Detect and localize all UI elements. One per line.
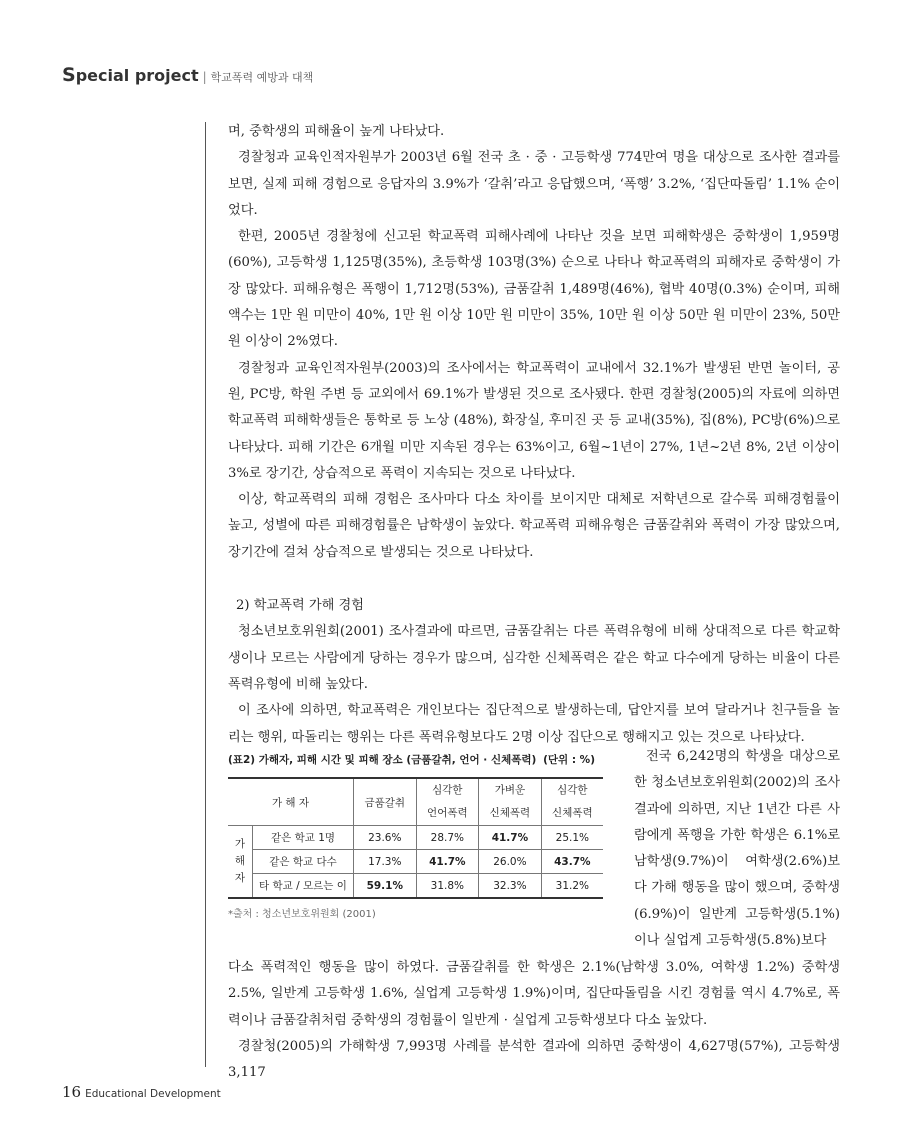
paragraph: 한편, 2005년 경찰청에 신고된 학교폭력 피해사례에 나타난 것을 보면 피해학생은 중학생이 1,959명(60%), 고등학생 1,125명(35%), 초등학생 103명(3%) 순으로 나타나 학교폭력의 피해자로 중학생이 가장 많았다. 피해유형은 폭행이 1,712명(53%), 금품갈취 1,489명(46%), 협박 40명(0.3%) 순이며, 피해 액수는 1만 원 미만이 40%, 1만 원 이상 10만 원 미만이 35%, 10만 원 이상 50만 원 미만이 23%, 50만 원 이상이 2%였다. <box>228 229 840 350</box>
paragraph: 이상, 학교폭력의 피해 경험은 조사마다 다소 차이를 보이지만 대체로 저학년으로 갈수록 피해경험률이 높고, 성별에 따른 피해경험률은 남학생이 높았다. 학교폭력 피해유형은 금품갈취와 폭력이 가장 많았으며, 장기간에 걸쳐 상습적으로 발생되는 것으로 나타났다. <box>228 492 840 560</box>
table-cell: 31.2% <box>541 874 603 899</box>
table-title: (표2) 가해자, 피해 시간 및 피해 장소 (금품갈취, 언어 · 신체폭력) <box>228 754 537 766</box>
table-row <box>228 850 603 874</box>
table-unit: (단위 : %) <box>543 754 595 766</box>
data-table <box>228 777 603 899</box>
paragraph: 다소 폭력적인 행동을 많이 하였다. 금품갈취를 한 학생은 2.1%(남학생 3.0%, 여학생 1.2%) 중학생 2.5%, 일반계 고등학생 1.6%, 실업계 고등학생 1.9%)이며, 집단따돌림을 시킨 경험률 역시 4.7%로, 폭력이나 금품갈취처럼 중학생의 경험률이 일반계 · 실업계 고등학생보다 다소 높았다. <box>228 960 840 1028</box>
table-cell: 25.1% <box>541 826 603 850</box>
row-label: 같은 학교 1명 <box>253 826 354 850</box>
table-cell: 41.7% <box>479 826 542 850</box>
header-separator: | <box>202 70 207 84</box>
paragraph: 청소년보호위원회(2001) 조사결과에 따르면, 금품갈취는 다른 폭력유형에 비해 상대적으로 다른 학교학생이나 모르는 사람에게 당하는 경우가 많으며, 심각한 신체폭력은 같은 학교 다수에게 당하는 비율이 다른 폭력유형에 비해 높았다. <box>228 624 840 692</box>
table-cell: 32.3% <box>479 874 542 899</box>
table-cell: 17.3% <box>354 850 417 874</box>
paragraph: 경찰청(2005)의 가해학생 7,993명 사례를 분석한 결과에 의하면 중학생이 4,627명(57%), 고등학생 3,117 <box>228 1038 840 1081</box>
table-cell: 28.7% <box>416 826 479 850</box>
column-header: 심각한 언어폭력 <box>416 778 479 826</box>
table-block <box>228 752 603 920</box>
table-cell: 23.6% <box>354 826 417 850</box>
table-source: *출처 : 청소년보호위원회 (2001) <box>228 909 376 920</box>
running-header <box>62 64 313 86</box>
table-cell: 59.1% <box>354 874 417 899</box>
paragraph: 경찰청과 교육인적자원부(2003)의 조사에서는 학교폭력이 교내에서 32.1%가 발생된 반면 놀이터, 공원, PC방, 학원 주변 등 교외에서 69.1%가 발생된 것으로 조사됐다. 한편 경찰청(2005)의 자료에 의하면 학교폭력 피해학생들은 통학로 등 노상 (48%), 화장실, 후미진 곳 등 교내(35%), 집(8%), PC방(6%)으로 나타났다. 피해 기간은 6개월 미만 지속된 경우는 63%이고, 6월~1년이 27%, 1년~2년 8%, 2년 이상이 3%로 장기간, 상습적으로 폭력이 지속되는 것으로 나타났다. <box>228 360 840 481</box>
section-subheading: 2) 학교폭력 가해 경험 <box>236 598 365 614</box>
paragraph: 경찰청과 교육인적자원부가 2003년 6월 전국 초 · 중 · 고등학생 774만여 명을 대상으로 조사한 결과를 보면, 실제 피해 경험으로 응답자의 3.9%가 ‘갈취’라고 응답했으며, ‘폭행’ 3.2%, ‘집단따돌림’ 1.1% 순이었다. <box>228 150 840 218</box>
row-label: 타 학교 / 모르는 이 <box>253 874 354 899</box>
margin-rule <box>205 122 206 1067</box>
table-cell: 31.8% <box>416 874 479 899</box>
column-header: 가벼운 신체폭력 <box>479 778 542 826</box>
side-paragraph: 전국 6,242명의 학생을 대상으로 한 청소년보호위원회(2002)의 조사결과에 의하면, 지난 1년간 다른 사람에게 폭행을 가한 학생은 6.1%로 남학생(9.7%)이 여학생(2.6%)보다 가해 행동을 많이 했으며, 중학생(6.9%)이 일반계 고등학생(5.1%)이나 실업계 고등학생(5.8%)보다 <box>634 749 840 949</box>
table-caption <box>228 752 603 767</box>
table-cell: 26.0% <box>479 850 542 874</box>
table-cell: 41.7% <box>416 850 479 874</box>
column-header: 심각한 신체폭력 <box>541 778 603 826</box>
table-cell: 43.7% <box>541 850 603 874</box>
paragraph: 며, 중학생의 피해율이 높게 나타났다. <box>228 124 445 139</box>
table-header-perpetrator: 가 해 자 <box>228 778 354 826</box>
header-brand: Special project <box>62 64 199 86</box>
row-label: 같은 학교 다수 <box>253 850 354 874</box>
table-row <box>228 874 603 899</box>
publication-title: Educational Development <box>85 1088 221 1100</box>
header-subtitle: 학교폭력 예방과 대책 <box>210 71 314 84</box>
body-text-upper <box>228 119 840 751</box>
page-footer <box>62 1082 221 1101</box>
page-number: 16 <box>62 1083 82 1101</box>
paragraph: 이 조사에 의하면, 학교폭력은 개인보다는 집단적으로 발생하는데, 답안지를 보여 달라거나 친구들을 놀리는 행위, 따돌리는 행위는 다른 폭력유형보다도 2명 이상 집단으로 행해지고 있는 것으로 나타났다. <box>228 703 840 745</box>
column-header: 금품갈취 <box>354 778 417 826</box>
table-row <box>228 826 603 850</box>
row-group-label: 가 해 자 <box>228 826 253 899</box>
body-text-lower <box>228 955 840 1086</box>
